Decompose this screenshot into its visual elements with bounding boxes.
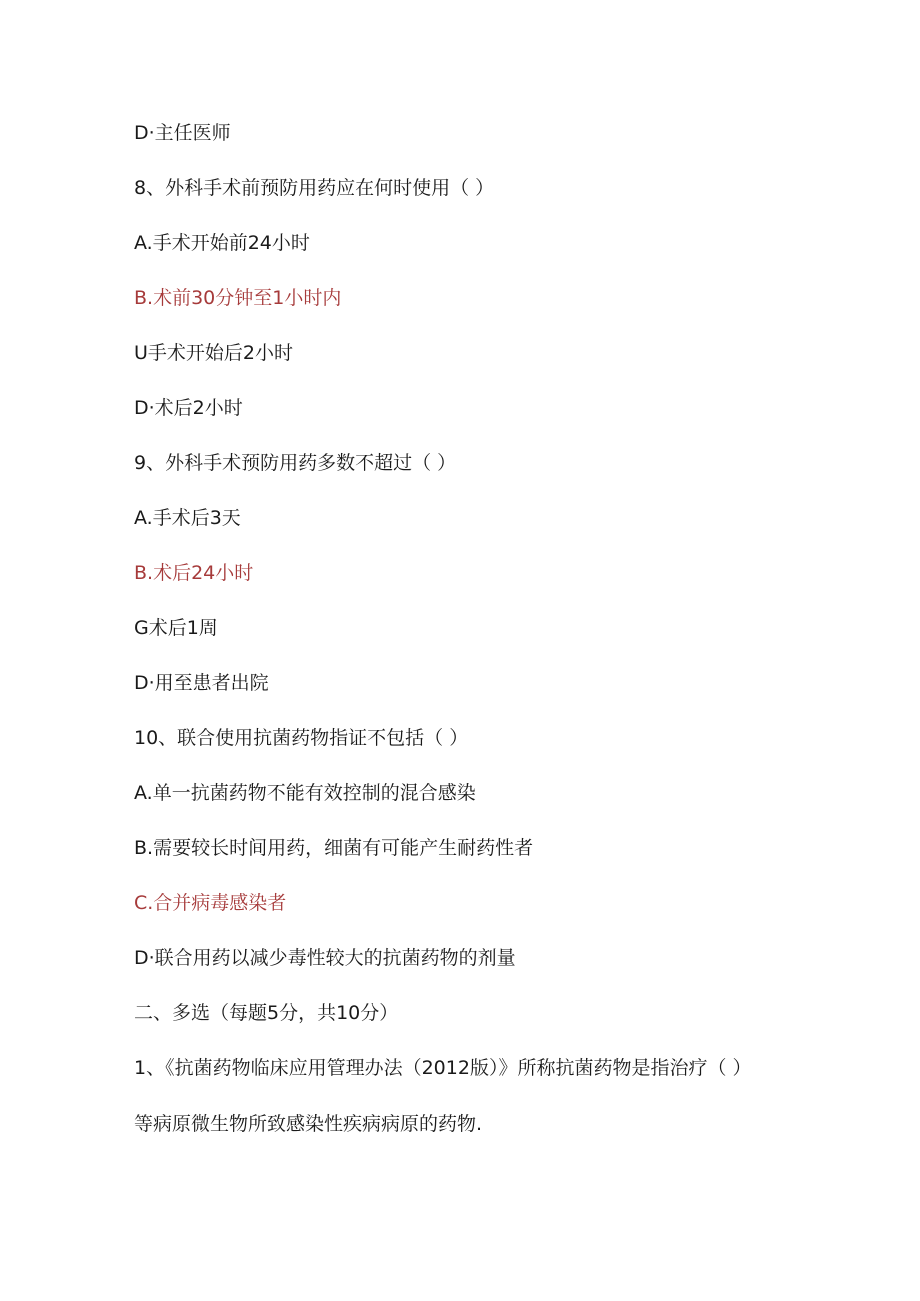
option-8a: A.手术开始前24小时 [134,232,310,254]
option-9a: A.手术后3天 [134,507,241,529]
option-8b-answer: B.术前30分钟至1小时内 [134,287,342,309]
section-heading-multiple-choice: 二、多选（每题5分，共10分） [134,1002,399,1024]
option-10c-answer: C.合并病毒感染者 [134,892,287,914]
question-multi-1: 1、《抗菌药物临床应用管理办法（2012版）》所称抗菌药物是指治疗（ ） [134,1057,752,1079]
option-9b-answer: B.术后24小时 [134,562,254,584]
option-8d: D·术后2小时 [134,397,243,419]
option-10d: D·联合用药以减少毒性较大的抗菌药物的剂量 [134,947,516,969]
option-9c: G术后1周 [134,617,218,639]
option-10b: B.需要较长时间用药，细菌有可能产生耐药性者 [134,837,534,859]
question-8: 8、外科手术前预防用药应在何时使用（ ） [134,177,495,199]
option-7d: D·主任医师 [134,122,231,144]
question-multi-1-continuation: 等病原微生物所致感染性疾病病原的药物. [134,1113,483,1135]
question-10: 10、联合使用抗菌药物指证不包括（ ） [134,727,469,749]
option-9d: D·用至患者出院 [134,672,269,694]
question-9: 9、外科手术预防用药多数不超过（ ） [134,452,457,474]
option-10a: A.单一抗菌药物不能有效控制的混合感染 [134,782,476,804]
option-8c: U手术开始后2小时 [134,342,293,364]
